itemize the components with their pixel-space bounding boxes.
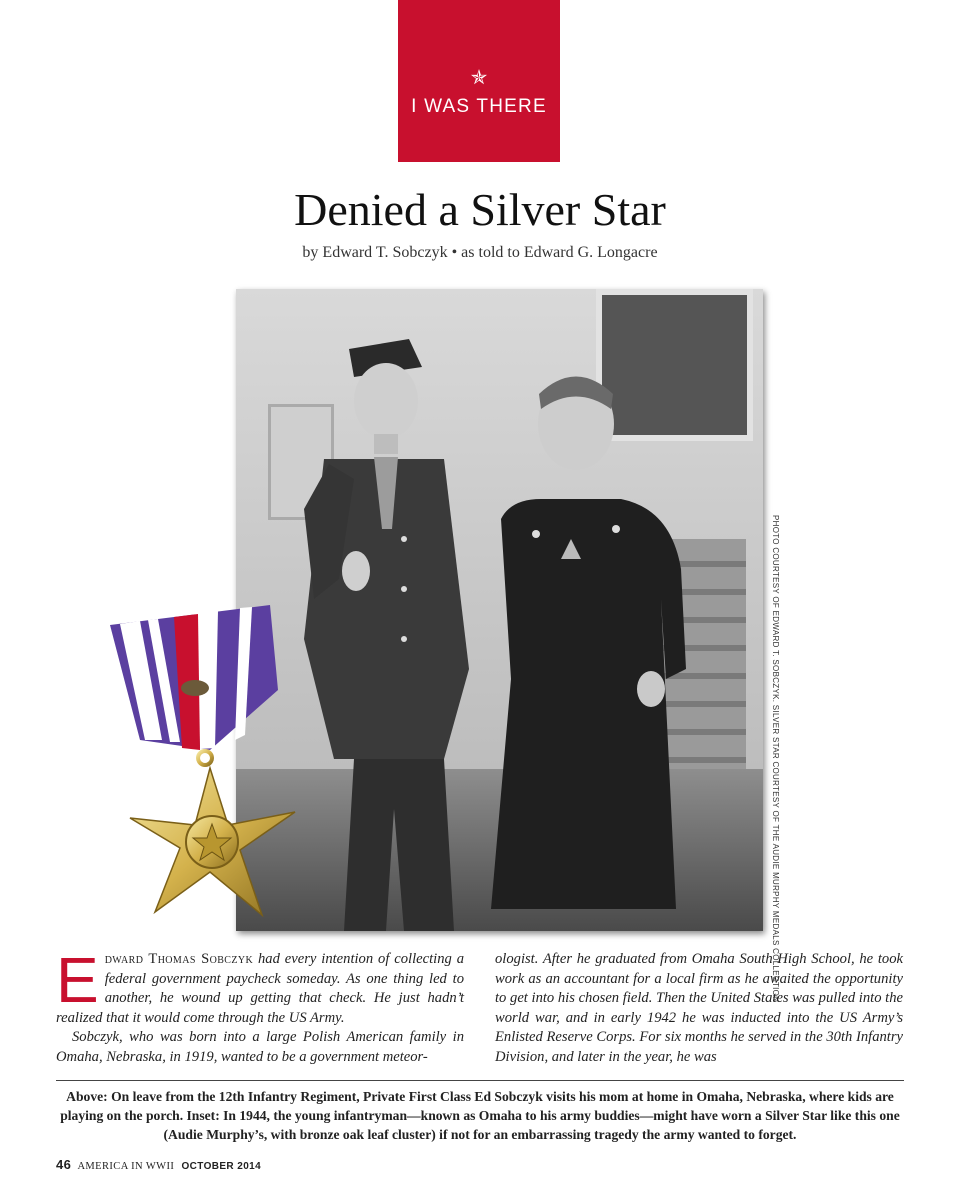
department-label: I WAS THERE <box>411 96 547 117</box>
magazine-name: AMERICA IN WWII <box>77 1161 175 1172</box>
body-column-2 <box>495 950 903 1067</box>
caption-divider <box>56 1080 904 1081</box>
body-paragraph-2: Sobczyk, who was born into a large Polish American family in Omaha, Nebraska, in 1919, wanted to be a government meteor- <box>56 1029 464 1065</box>
star-icon: ✯ <box>470 67 488 89</box>
page-folio <box>56 1157 261 1172</box>
department-tab <box>398 0 560 162</box>
photo-credit-text: PHOTO COURTESY OF EDWARD T. SOBCZYK. SILVER STAR COURTESY OF THE AUDIE MURPHY MEDALS COLLECTION <box>771 515 780 1003</box>
article-title: Denied a Silver Star <box>294 184 666 235</box>
lead-paragraph <box>56 944 464 1028</box>
photo-soldier-figure <box>294 339 494 931</box>
silver-star-medal-image <box>100 600 310 930</box>
page-number: 46 <box>56 1157 72 1172</box>
photo-caption: Above: On leave from the 12th Infantry Regiment, Private First Class Ed Sobczyk visits his mom at home in Omaha, Nebraska, where kids are playing on the porch. Inset: In 1944, the young infantryman—known as Omaha to his army buddies—might have worn a Silver Star like this one (Audie Murphy’s, with bronze oak leaf cluster) if not for an embarrassing tragedy the army wanted to forget. <box>60 1089 900 1142</box>
issue-date: OCTOBER 2014 <box>181 1161 262 1172</box>
photo-mother-figure <box>481 349 701 909</box>
article-byline: by Edward T. Sobczyk • as told to Edward G. Longacre <box>302 244 658 261</box>
photo-credit <box>770 515 780 1003</box>
drop-cap: E <box>56 944 99 1016</box>
lead-text: had every intention of collecting a federal government paycheck someday. As one thing led to another, he wound up getting that check. He just hadn’t realized that it would come through the US Army. <box>56 951 464 1026</box>
lead-name: dward Thomas Sobczyk <box>104 951 254 967</box>
body-paragraph-continued: ologist. After he graduated from Omaha South High School, he took work as an accountant for a local firm as he awaited the opportunity to get into his chosen field. Then the United States was pulled into the world war, and in early 1942 he was inducted into the US Army’s Enlisted Reserve Corps. For six months he served in the 30th Infantry Division, and later in the year, he was <box>495 951 903 1065</box>
body-column-1 <box>56 944 464 1067</box>
main-photograph <box>236 289 763 931</box>
